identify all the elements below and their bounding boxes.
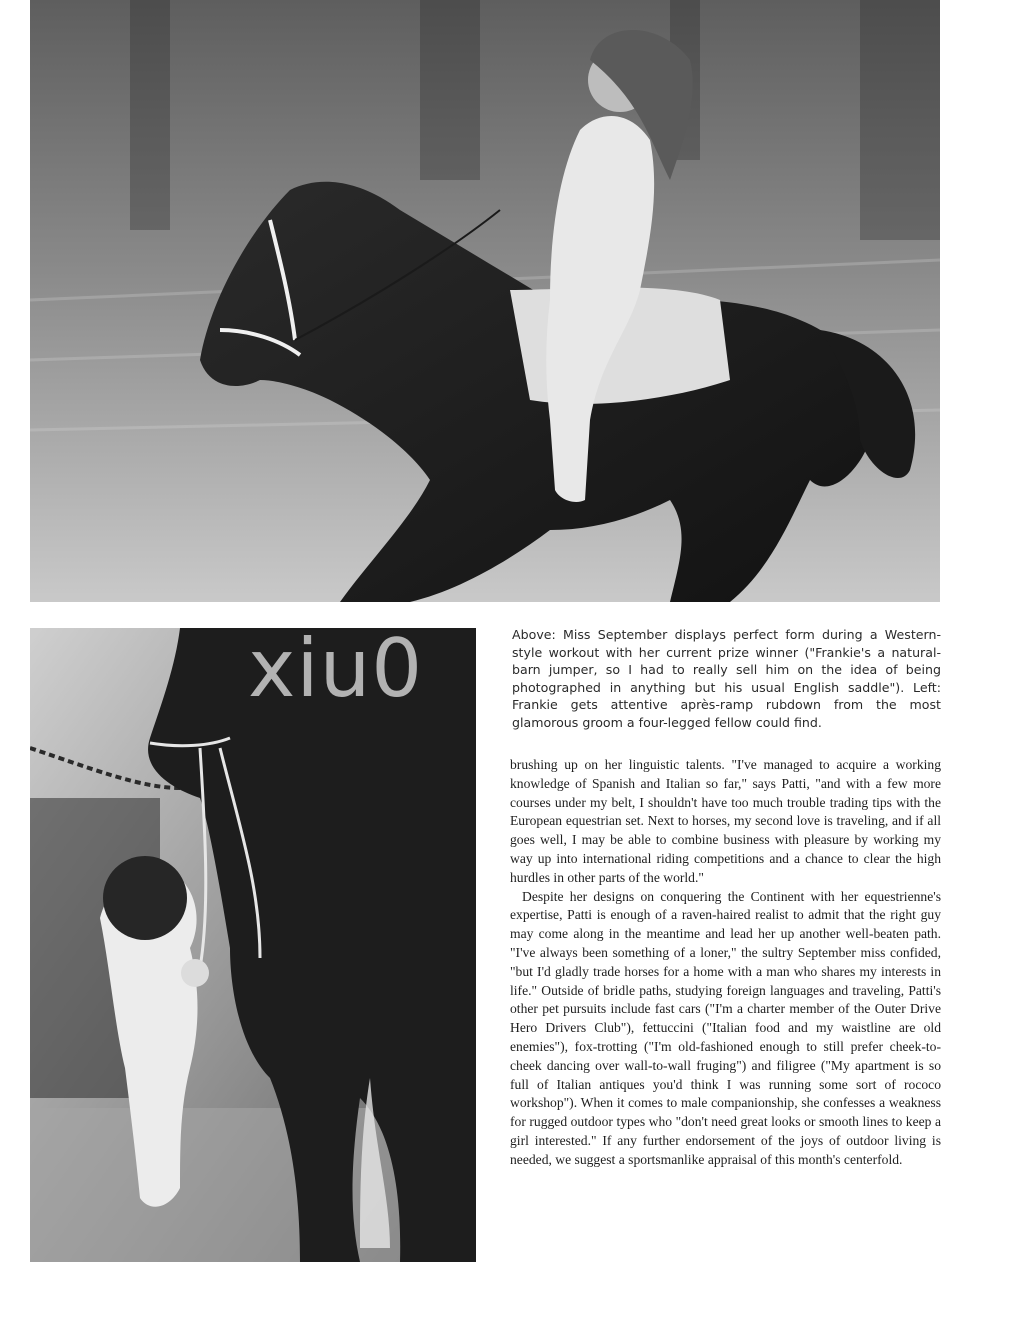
watermark-text: xiu0 <box>248 622 424 715</box>
horse-and-rider-illustration <box>30 0 940 602</box>
article-paragraph: Despite her designs on conquering the Continent with her equestrienne's expertise, Patti is enough of a raven-haired realist to admit that the right guy may come along in the meantime and lead her up another well-beaten path. "I've always been something of a loner," the sultry September miss confided, "but I'd gladly trade horses for a home with a man who shares my interests in life." Outside of bridle paths, studying foreign languages and traveling, Patti's other pet pursuits include fast cars ("I'm a charter member of the Outer Drive Hero Drivers Club"), fettuccini ("Italian food and my waistline are old enemies"), fox-trotting ("I'm old-fashioned enough to still prefer cheek-to-cheek dancing over wall-to-wall fruging") and filigree ("My apartment is so full of Italian antiques you'd think I was running some sort of rococo workshop"). When it comes to male companionship, she confesses a weakness for rugged outdoor types who "don't need great looks or smooth lines to keep a girl interested." If any further endorsement of the joys of outdoor living is needed, we suggest a sportsmanlike appraisal of this month's centerfold. <box>510 888 941 1167</box>
article-paragraph: brushing up on her linguistic talents. "I've managed to acquire a working knowledge of Spanish and Italian so far," says Patti, "and with a few more courses under my belt, I shouldn't have too much trouble trading tips with the European equestrian set. Next to horses, my second love is traveling, and if all goes well, I may be able to combine business with pleasure by working my way up into international riding competitions and a chance to clear the high hurdles in other parts of the world." <box>510 757 941 885</box>
photo-caption: Above: Miss September displays perfect form during a Western-style workout with her current prize winner ("Frankie's a natural-barn jumper, so I had to really sell him on the idea of being photographed in anything but his usual English saddle"). Left: Frankie gets attentive après-ramp rubdown from the most glamorous groom a four-legged fellow could find. <box>512 627 941 730</box>
article-body <box>510 756 941 1170</box>
horse-and-groom-photo <box>30 628 476 1262</box>
horse-and-groom-illustration <box>30 628 476 1262</box>
horse-and-rider-photo <box>30 0 940 602</box>
